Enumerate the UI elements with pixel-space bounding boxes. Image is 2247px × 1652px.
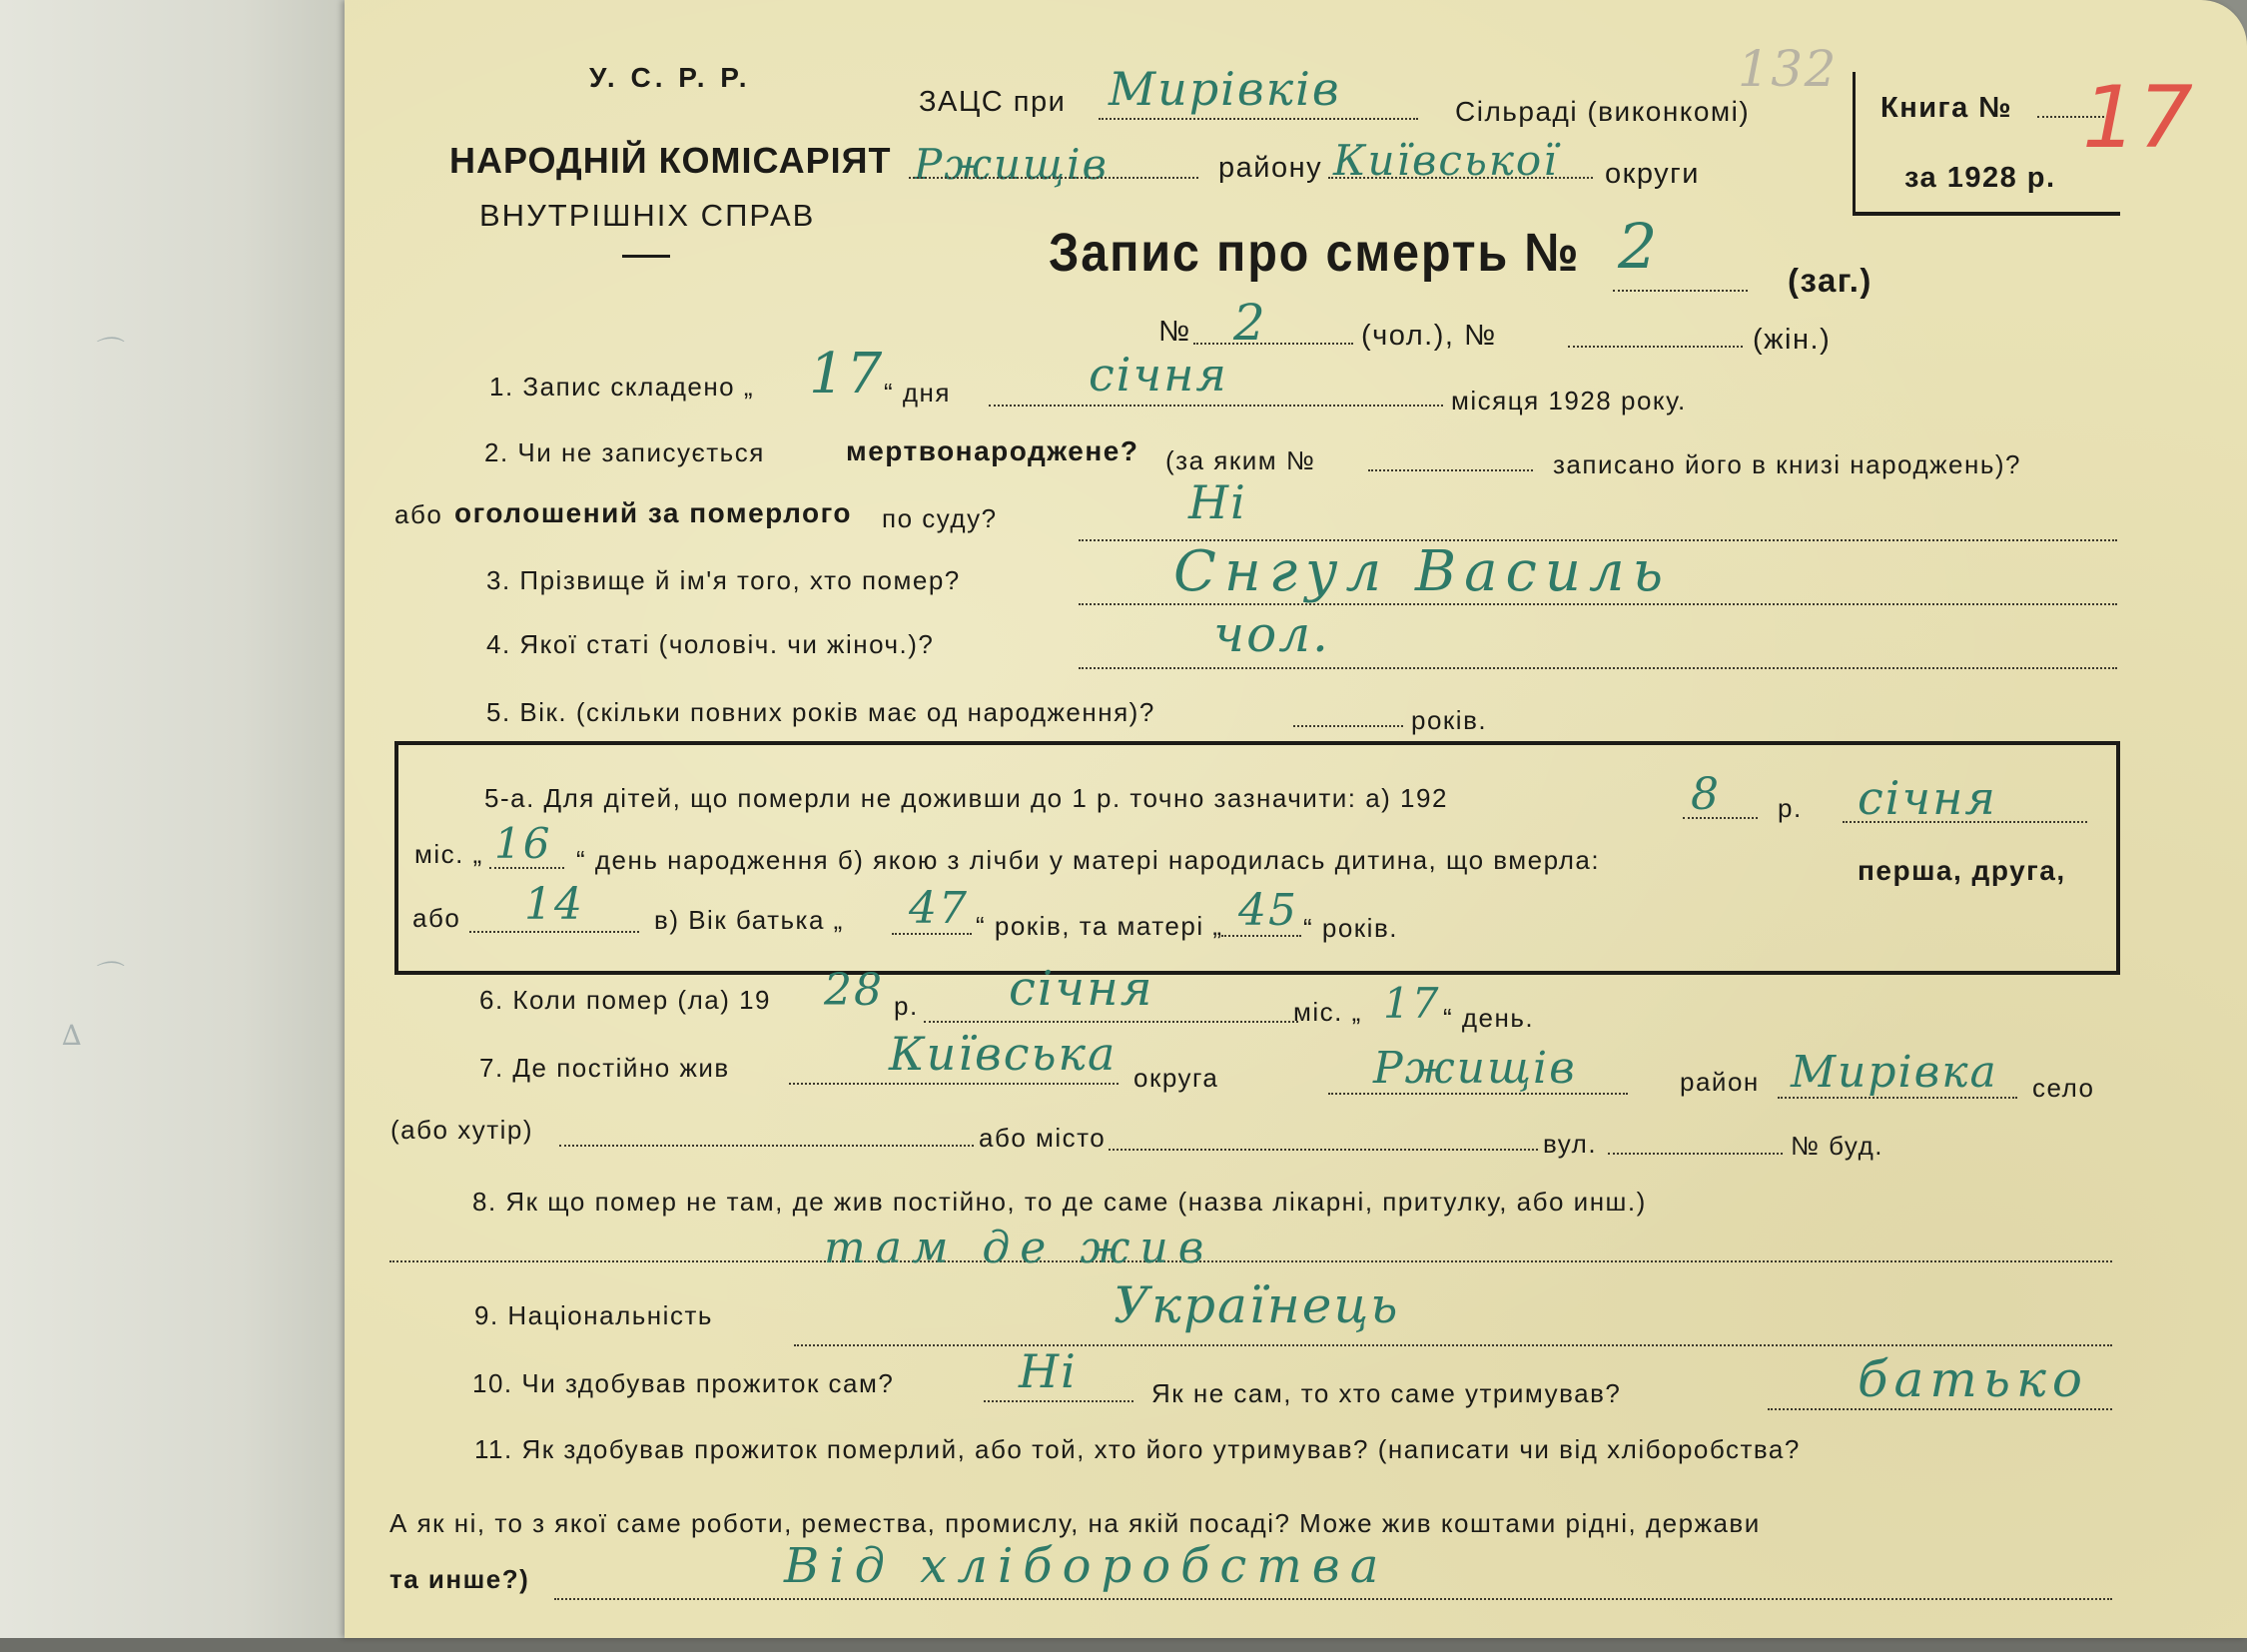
field6-r: р.	[894, 991, 919, 1021]
field9-value: Українець	[1114, 1276, 1400, 1334]
field7-khutir-label: (або хутір)	[390, 1115, 533, 1145]
field11-line2: А як ні, то з якої саме роботи, ремества, промислу, на якій посаді? Може жив коштами рідні, держави	[389, 1508, 1761, 1538]
field4-label: 4. Якої статі (чоловіч. чи жіноч.)?	[486, 629, 935, 659]
okrug-label-text: округи	[1605, 158, 1700, 190]
dotted-line	[909, 177, 1198, 179]
field7-street-label: вул.	[1543, 1129, 1598, 1159]
dotted-line	[989, 405, 1443, 407]
dotted-line	[554, 1598, 2112, 1600]
field2-value: Ні	[1188, 475, 1247, 529]
field7-rayon-value: Ржищів	[1373, 1043, 1577, 1094]
book-label: Книга №	[1880, 92, 2013, 124]
field2-label-b: (за яким №	[1165, 445, 1316, 475]
underlying-page	[0, 0, 345, 1652]
field5a-line2-bold: перша, друга,	[1858, 855, 2066, 886]
field11-line3: та инше?)	[389, 1564, 530, 1594]
field5-label: 5. Вік. (скільки повних років має од народження)?	[486, 697, 1155, 727]
dotted-line	[1843, 821, 2087, 823]
field9-label: 9. Національність	[474, 1300, 713, 1330]
dotted-line	[1328, 177, 1593, 179]
field6-label: 6. Коли помер (ла) 19	[479, 985, 772, 1015]
dotted-line	[1568, 346, 1743, 348]
dotted-line	[489, 867, 564, 869]
header-divider	[622, 255, 670, 258]
field5a-r: р.	[1778, 793, 1803, 823]
field6-day-label: “ день.	[1443, 1003, 1535, 1033]
field10-value-b: батько	[1858, 1350, 2088, 1408]
field3-label: 3. Прізвище й ім'я того, хто помер?	[486, 565, 961, 595]
field6-year: 28	[824, 965, 884, 1016]
field5a-order: 14	[524, 879, 584, 930]
record-total-suffix: (заг.)	[1788, 262, 1872, 299]
record-number: 2	[1618, 210, 1660, 283]
field1-label-year: місяця 1928 року.	[1451, 386, 1687, 415]
dotted-line	[1683, 817, 1758, 819]
female-label: (жін.)	[1753, 324, 1832, 356]
okrug-value: Київської	[1333, 136, 1559, 185]
dotted-line	[389, 1260, 2112, 1262]
field5a-line1: 5-а. Для дітей, що померли не доживши до 1 р. точно зазначити: а) 192	[484, 783, 1448, 813]
field10-label-b: Як не сам, то хто саме утримував?	[1151, 1378, 1622, 1408]
dotted-line	[789, 1083, 1119, 1085]
dotted-line	[892, 933, 972, 935]
field8-value: там де жив	[824, 1223, 1214, 1273]
dotted-line	[559, 1145, 974, 1147]
bleed-mark: ∆	[62, 1019, 82, 1052]
bleed-mark: ⌒	[92, 335, 121, 368]
field5a-mis: міс. „	[414, 839, 483, 869]
field2-label-c: записано його в книзі народжень)?	[1553, 449, 2021, 479]
field3-value: Снгул Василь	[1173, 539, 1672, 604]
dotted-line	[469, 931, 639, 933]
pencil-number: 132	[1738, 40, 1838, 98]
zags-value: Мирівків	[1109, 62, 1341, 116]
dotted-line	[1613, 290, 1748, 292]
field6-day: 17	[1383, 979, 1441, 1028]
field5a-mother-label: “ років, та матері „	[976, 911, 1223, 941]
red-pencil-number: 17	[2082, 68, 2195, 168]
male-label: (чол.), №	[1361, 320, 1497, 352]
field5a-year-digit: 8	[1691, 769, 1721, 820]
death-record-form	[345, 0, 2247, 1638]
district-label: району	[1218, 152, 1323, 184]
dotted-line	[924, 1021, 1298, 1023]
field5-label-years: років.	[1411, 705, 1488, 735]
field10-value-a: Ні	[1019, 1344, 1078, 1398]
field2-label: 2. Чи не записується	[484, 437, 765, 467]
dotted-line	[1778, 1097, 2017, 1099]
field5a-day: 16	[494, 819, 552, 868]
dotted-line	[984, 1400, 1133, 1402]
dotted-line	[1079, 667, 2117, 669]
field7-village-value: Мирівка	[1791, 1047, 1998, 1098]
dotted-line	[1221, 935, 1301, 937]
field4-value: чол.	[1213, 605, 1330, 663]
field6-mis: міс. „	[1293, 997, 1362, 1027]
field5a-father-age: 47	[909, 883, 969, 934]
council-label: Сільраді (виконкомі)	[1455, 96, 1751, 127]
book-year-label: за 1928 р.	[1904, 162, 2056, 194]
dotted-line	[1608, 1153, 1783, 1155]
dotted-line	[794, 1344, 2112, 1346]
field5a-father-label: в) Вік батька „	[654, 905, 844, 935]
field5a-month: січня	[1858, 771, 1997, 825]
field2-label-e: по суду?	[882, 503, 998, 533]
field7-rayon-label: район	[1680, 1067, 1760, 1097]
dotted-line	[1193, 343, 1353, 345]
field2-label-bold: мертвонароджене?	[846, 435, 1139, 466]
field6-month: січня	[1009, 961, 1154, 1017]
dotted-line	[1109, 1149, 1538, 1151]
field2-label-d: або	[394, 499, 443, 529]
field5a-years-label: “ років.	[1303, 913, 1398, 943]
field1-label: 1. Запис складено „	[489, 372, 755, 402]
male-number: 2	[1233, 294, 1267, 352]
book-box-left-border	[1853, 72, 1856, 214]
commissariat-subtitle: ВНУТРІШНІХ СПРАВ	[479, 198, 816, 233]
bleed-mark: ⌒	[92, 959, 121, 992]
field7-village-label: село	[2032, 1073, 2095, 1103]
field7-house-label: № буд.	[1791, 1131, 1883, 1161]
commissariat-title: НАРОДНІЙ КОМІСАРІЯТ	[449, 140, 892, 181]
dotted-line	[1293, 725, 1403, 727]
field1-day: 17	[809, 342, 885, 407]
field7-label: 7. Де постійно жив	[479, 1053, 730, 1083]
field1-month: січня	[1089, 348, 1228, 402]
field5a-abo: або	[412, 903, 461, 933]
district-value: Ржищів	[914, 140, 1109, 189]
field11-line1: 11. Як здобував прожиток померлий, або той, хто його утримував? (написати чи від хліборобства?	[474, 1434, 1801, 1464]
field10-label: 10. Чи здобував прожиток сам?	[472, 1368, 895, 1398]
scanner-edge	[0, 1638, 2247, 1652]
book-box-bottom-border	[1853, 212, 2120, 216]
field1-label-day: “ дня	[884, 378, 951, 408]
field7-okrug-value: Київська	[889, 1027, 1118, 1081]
dotted-line	[1328, 1093, 1628, 1095]
republic-label: У. С. Р. Р.	[589, 62, 751, 93]
field11-value: Від хліборобства	[784, 1538, 1389, 1594]
field7-city-label: або місто	[979, 1123, 1107, 1153]
male-number-prefix: №	[1158, 316, 1191, 348]
record-title: Запис про смерть №	[1049, 223, 1581, 283]
field5a-mother-age: 45	[1238, 885, 1298, 936]
field2-label-bold2: оголошений за померлого	[454, 497, 853, 528]
field5a-line2: “ день народження б) якою з лічби у матері народилась дитина, що вмерла:	[576, 845, 1601, 875]
field7-okrug-label: округа	[1133, 1063, 1219, 1093]
dotted-line	[1368, 469, 1533, 471]
dotted-line	[1099, 118, 1418, 120]
dotted-line	[1768, 1408, 2112, 1410]
zags-label: ЗАЦС при	[919, 86, 1067, 118]
field8-label: 8. Як що помер не там, де жив постійно, то де саме (назва лікарні, притулку, або инш.)	[472, 1187, 1647, 1217]
